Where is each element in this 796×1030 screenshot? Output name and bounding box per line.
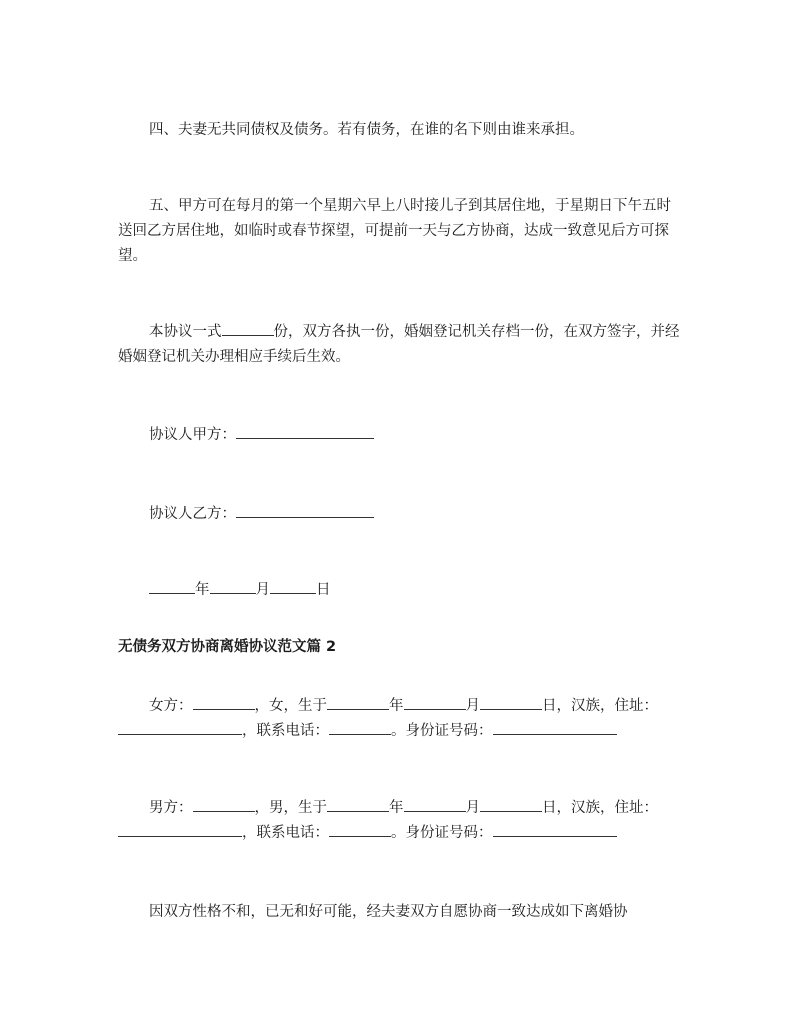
month-blank [210, 578, 256, 594]
date-year-label: 年 [195, 582, 210, 598]
date-line [149, 578, 331, 603]
date-day-label: 日 [316, 582, 331, 598]
effect-clause [118, 320, 683, 370]
female-id-label: 。身份证号码： [391, 723, 493, 739]
female-gender-text: ，女，生于 [254, 698, 327, 714]
male-birth-day-blank [480, 796, 542, 812]
female-birth-month-blank [404, 694, 466, 710]
date-month-label: 月 [255, 582, 270, 598]
male-label: 男方： [149, 800, 193, 816]
day-blank [270, 578, 316, 594]
male-id-label: 。身份证号码： [391, 825, 493, 841]
effect-prefix: 本协议一式 [149, 324, 222, 340]
female-name-blank [193, 694, 255, 710]
year-blank [149, 578, 195, 594]
male-year-label: 年 [389, 800, 404, 816]
divorce-reason: 因双方性格不和，已无和好可能，经夫妻双方自愿协商一致达成如下离婚协 [149, 904, 628, 920]
party-a-line [149, 423, 374, 448]
male-name-blank [193, 796, 255, 812]
male-gender-text: ，男，生于 [254, 800, 327, 816]
female-ethnic-address-label: 日，汉族，住址： [542, 698, 658, 714]
male-month-label: 月 [465, 800, 480, 816]
male-phone-blank [329, 821, 391, 837]
party-a-label: 协议人甲方： [149, 427, 236, 443]
male-address-blank [118, 821, 242, 837]
female-address-blank [118, 719, 242, 735]
male-party-info [118, 796, 683, 846]
copies-blank [222, 320, 274, 336]
male-id-blank [493, 821, 617, 837]
male-birth-month-blank [404, 796, 466, 812]
male-ethnic-address-label: 日，汉族，住址： [542, 800, 658, 816]
female-year-label: 年 [389, 698, 404, 714]
male-birth-year-blank [327, 796, 389, 812]
party-b-label: 协议人乙方： [149, 506, 236, 522]
female-party-info [118, 694, 683, 744]
clause-5: 五、甲方可在每月的第一个星期六早上八时接儿子到其居住地，于星期日下午五时送回乙方居住地，如临时或春节探望，可提前一天与乙方协商，达成一致意见后方可探望。 [118, 198, 671, 264]
female-birth-day-blank [480, 694, 542, 710]
effect-suffix: 份，双方各执一份，婚姻登记机关存档一份，在双方签字，并经婚姻登记机关办理相应手续后生效。 [118, 324, 680, 365]
female-label: 女方： [149, 698, 193, 714]
clause-4: 四、夫妻无共同债权及债务。若有债务，在谁的名下则由谁来承担。 [149, 122, 584, 138]
female-month-label: 月 [465, 698, 480, 714]
party-b-signature-blank [236, 502, 374, 518]
section-heading: 无债务双方协商离婚协议范文篇 2 [118, 639, 337, 655]
party-b-line [149, 502, 374, 527]
female-phone-label: ，联系电话： [242, 723, 329, 739]
female-id-blank [493, 719, 617, 735]
female-phone-blank [329, 719, 391, 735]
female-birth-year-blank [327, 694, 389, 710]
party-a-signature-blank [236, 423, 374, 439]
male-phone-label: ，联系电话： [242, 825, 329, 841]
